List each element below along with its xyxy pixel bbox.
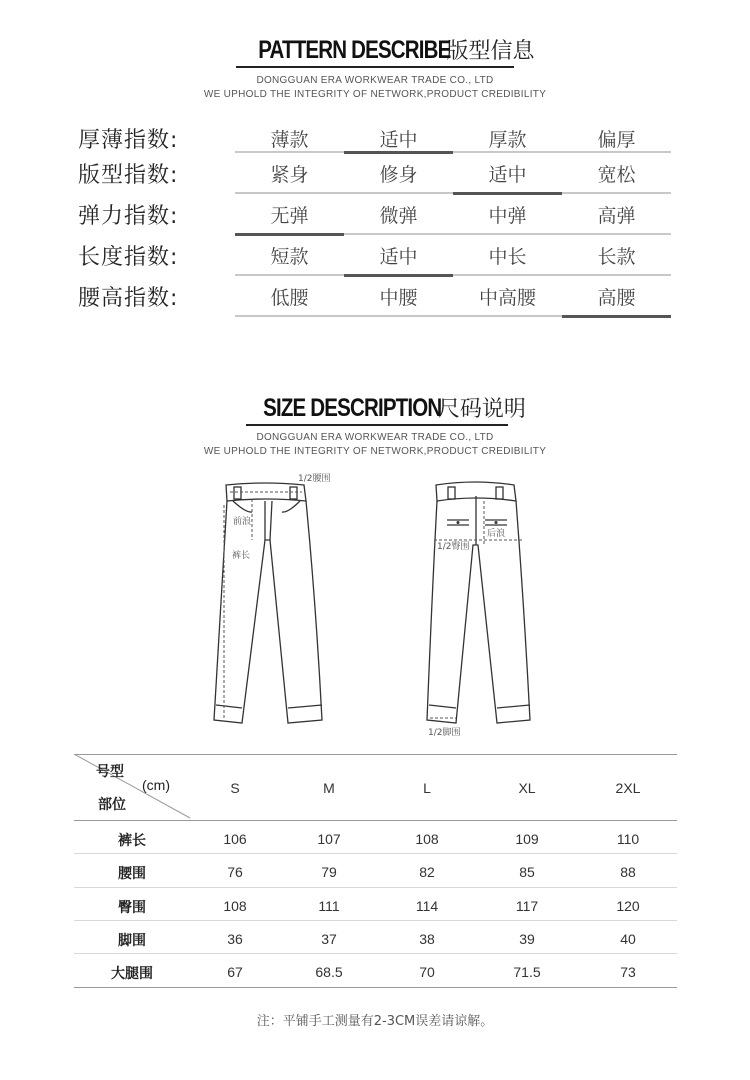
size-row-label: 腰围 [118,866,146,882]
index-selected-marker [562,315,671,318]
size-cell: 117 [515,898,539,914]
hem-label: 1/2脚围 [428,728,461,738]
index-selected-marker [453,192,562,195]
index-option: 修身 [379,164,418,186]
size-cell: 88 [620,864,636,880]
length-label: 裤长 [232,551,251,561]
table-row-border [74,920,677,921]
index-selected-marker [235,233,344,236]
hip-label: 1/2臀围 [437,542,470,552]
index-option: 适中 [379,129,418,151]
index-label: 厚薄指数: [78,128,179,153]
header-diagonal [74,754,194,820]
header-unit: (cm) [142,777,170,793]
index-option: 长款 [597,246,636,268]
size-cell: 108 [415,831,439,847]
size-cell: 85 [519,864,535,880]
size-cell: 109 [515,831,539,847]
index-option: 薄款 [270,129,309,151]
index-option: 中弹 [488,205,527,227]
pants-diagram [0,465,750,755]
index-option: 偏厚 [597,129,636,151]
index-option: 中腰 [379,287,418,309]
index-option: 适中 [488,164,527,186]
front-pants-drawing [214,483,322,723]
index-selected-marker [344,274,453,277]
pattern-slogan: WE UPHOLD THE INTEGRITY OF NETWORK,PRODUCT CREDIBILITY [203,89,547,100]
index-option: 中长 [488,246,527,268]
size-cell: 73 [620,964,636,980]
pattern-title-en: PATTERN DESCRIBE [257,36,450,64]
size-row-label: 脚围 [118,933,146,949]
index-option: 紧身 [270,164,309,186]
size-cell: 114 [415,898,439,914]
size-cell: 76 [227,864,243,880]
size-column-header: L [423,780,431,796]
index-label: 弹力指数: [78,204,179,229]
index-option: 低腰 [270,287,309,309]
pattern-company: DONGGUAN ERA WORKWEAR TRADE CO., LTD [256,75,494,86]
size-row-label: 裤长 [118,833,146,849]
index-option: 微弹 [379,205,418,227]
size-cell: 37 [321,931,337,947]
index-label: 腰高指数: [78,286,179,311]
size-cell: 82 [419,864,435,880]
size-cell: 67 [227,964,243,980]
index-row-line [235,151,671,153]
size-cell: 108 [223,898,247,914]
index-option: 高弹 [597,205,636,227]
size-cell: 106 [223,831,247,847]
index-option: 高腰 [597,287,636,309]
size-column-header: M [323,780,335,796]
index-selected-marker [344,151,453,154]
size-slogan: WE UPHOLD THE INTEGRITY OF NETWORK,PRODUCT CREDIBILITY [203,446,547,457]
pattern-title [0,34,750,65]
size-title-en: SIZE DESCRIPTION [263,394,442,422]
pattern-title-cn: 版型信息 [446,38,535,63]
size-cell: 36 [227,931,243,947]
back-pants-drawing [427,482,530,723]
size-cell: 70 [419,964,435,980]
table-row-border [74,953,677,954]
index-option: 无弹 [270,205,309,227]
table-header-border [74,820,677,821]
table-row-border [74,887,677,888]
index-option: 短款 [270,246,309,268]
index-label: 长度指数: [78,245,179,270]
size-title-underline [246,424,508,426]
index-option: 适中 [379,246,418,268]
size-cell: 40 [620,931,636,947]
table-row-border [74,853,677,854]
measurement-note: 注：平铺手工测量有2-3CM误差请谅解。 [256,1014,494,1029]
table-row-border [74,987,677,988]
size-cell: 79 [321,864,337,880]
size-cell: 68.5 [315,964,343,980]
size-column-header: XL [518,780,536,796]
index-row-line [235,274,671,276]
index-option: 宽松 [597,164,636,186]
waist-label: 1/2腰围 [298,474,331,484]
size-cell: 111 [318,898,340,914]
back-rise-label: 后浪 [487,529,506,539]
size-cell: 39 [519,931,535,947]
pattern-title-underline [236,66,514,68]
size-row-label: 大腿围 [111,966,153,982]
size-cell: 110 [616,831,640,847]
size-column-header: S [230,780,240,796]
size-cell: 71.5 [513,964,541,980]
size-column-header: 2XL [615,780,641,796]
index-label: 版型指数: [78,163,179,188]
size-row-label: 臀围 [118,900,146,916]
header-size-type: 号型 [96,764,124,780]
index-option: 中高腰 [478,287,536,309]
size-title [0,392,750,423]
index-option: 厚款 [488,129,527,151]
size-company: DONGGUAN ERA WORKWEAR TRADE CO., LTD [256,432,494,443]
front-rise-label: 前浪 [233,517,252,527]
size-cell: 120 [616,898,640,914]
size-cell: 38 [419,931,435,947]
header-part: 部位 [98,797,126,813]
size-cell: 107 [317,831,341,847]
size-title-cn: 尺码说明 [437,396,526,421]
